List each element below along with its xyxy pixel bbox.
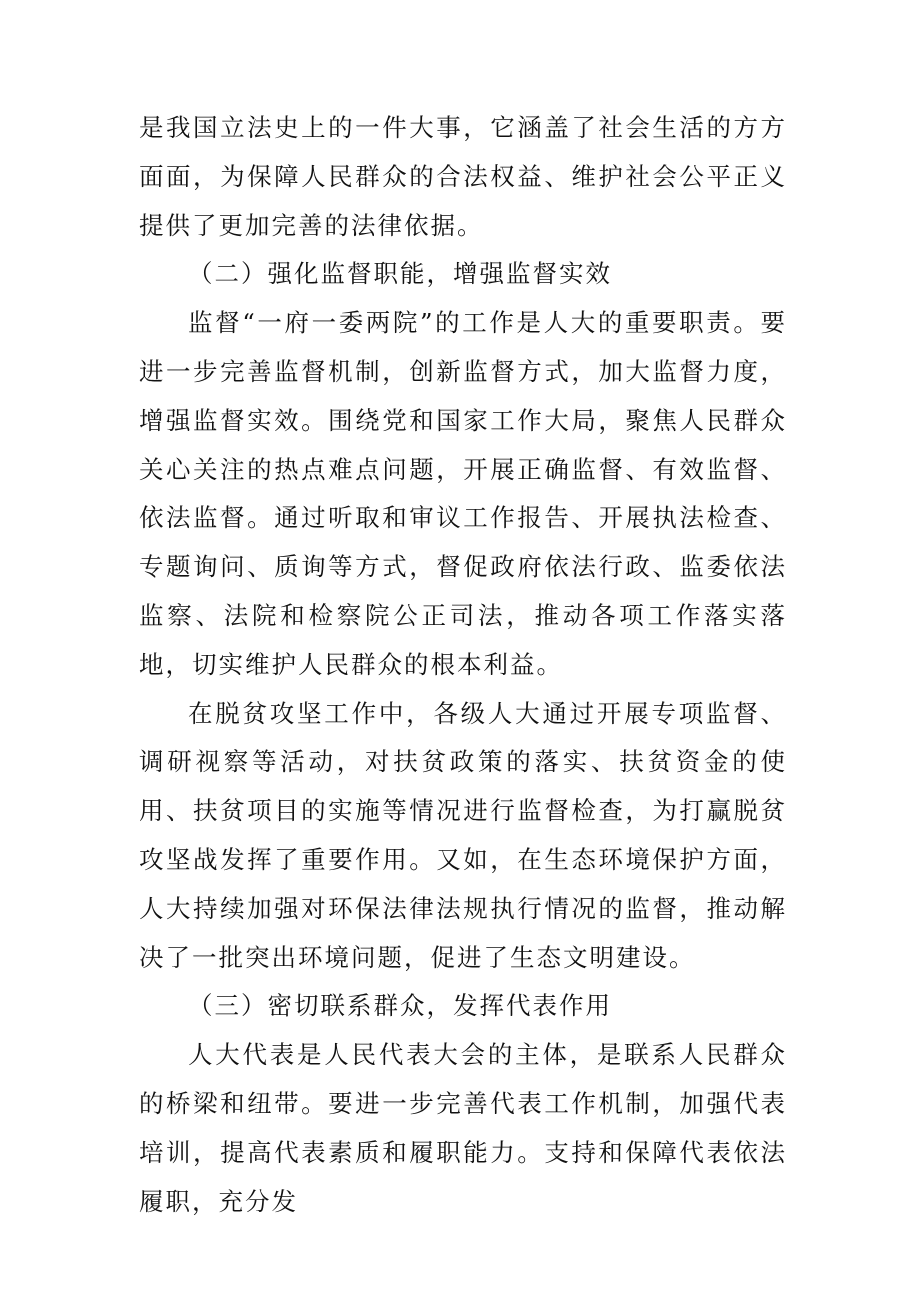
paragraph-continued: 是我国立法史上的一件大事，它涵盖了社会生活的方方面面，为保障人民群众的合法权益、维护社会公平正义提供了更加完善的法律依据。	[139, 113, 787, 240]
paragraph-poverty-example: 在脱贫攻坚工作中，各级人大通过开展专项监督、调研视察等活动，对扶贫政策的落实、扶贫资金的使用、扶贫项目的实施等情况进行监督检查，为打赢脱贫攻坚战发挥了重要作用。又如，在生态环境保护方面，人大持续加强对环保法律法规执行情况的监督，推动解决了一批突出环境问题，促进了生态文明建设。	[139, 698, 787, 972]
section-heading-2: （二）强化监督职能，增强监督实效	[188, 259, 612, 289]
paragraph-deputies: 人大代表是人民代表大会的主体，是联系人民群众的桥梁和纽带。要进一步完善代表工作机制，加强代表培训，提高代表素质和履职能力。支持和保障代表依法履职，充分发	[139, 1040, 787, 1216]
document-body	[139, 104, 787, 1226]
section-heading-3: （三）密切联系群众，发挥代表作用	[188, 991, 612, 1021]
paragraph-supervision: 监督“一府一委两院”的工作是人大的重要职责。要进一步完善监督机制，创新监督方式，加大监督力度，增强监督实效。围绕党和国家工作大局，聚焦人民群众关心关注的热点难点问题，开展正确监督、有效监督、依法监督。通过听取和审议工作报告、开展执法检查、专题询问、质询等方式，督促政府依法行政、监委依法监察、法院和检察院公正司法，推动各项工作落实落地，切实维护人民群众的根本利益。	[139, 308, 787, 679]
